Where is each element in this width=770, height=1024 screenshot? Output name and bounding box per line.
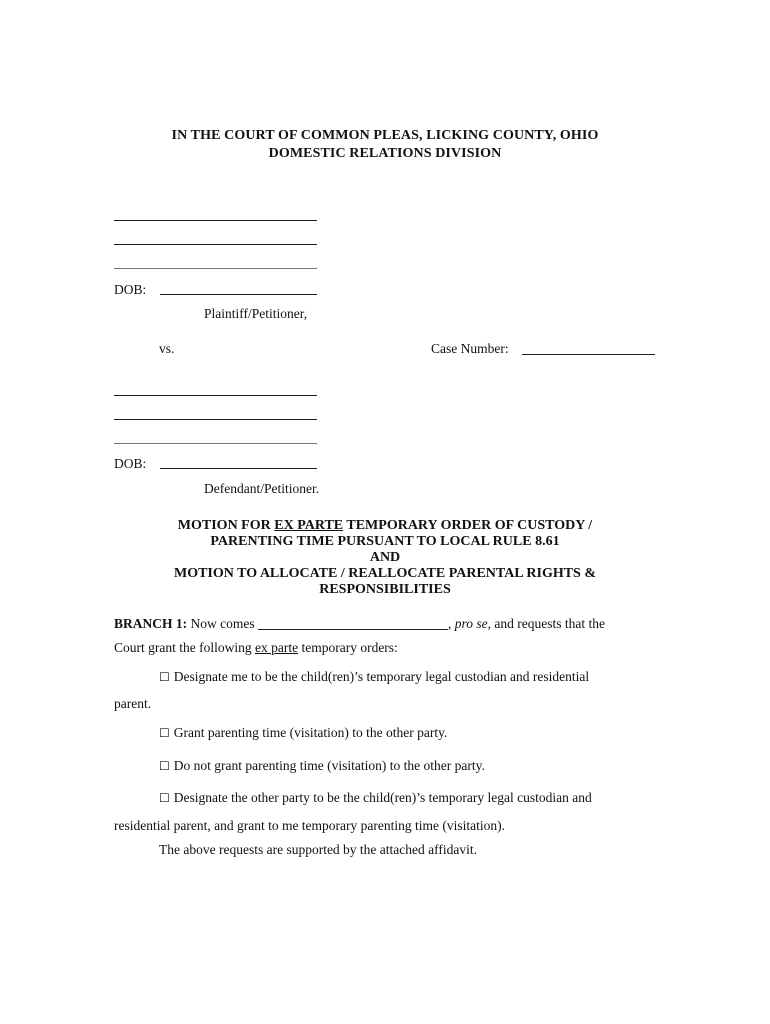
defendant-name-line-3[interactable] [114,443,317,444]
division-heading: DOMESTIC RELATIONS DIVISION [268,146,502,161]
branch1-line-2 [114,640,398,656]
motion-title-line-3: AND [369,550,401,565]
defendant-dob-field[interactable] [160,468,317,469]
option-custodian-other-party [159,790,592,806]
movant-name-field[interactable] [258,617,448,630]
defendant-name-line-1[interactable] [114,395,317,396]
branch1-now-comes: Now comes [190,616,255,631]
option-custodian-me [159,669,589,685]
branch1-requests: , and requests that the [487,616,605,631]
case-number-field[interactable] [522,354,655,355]
defendant-name-line-2[interactable] [114,419,317,420]
option-custodian-other-party-text: Designate the other party to be the child(ren)’s temporary legal custodian and [173,790,592,805]
plaintiff-label: Plaintiff/Petitioner, [204,306,308,321]
plaintiff-name-line-2[interactable] [114,244,317,245]
plaintiff-dob-field[interactable] [160,294,317,295]
motion-title-line-2: PARENTING TIME PURSUANT TO LOCAL RULE 8.61 [210,534,560,549]
motion-title-line-1 [0,518,770,534]
branch1-line-1: BRANCH 1: Now comes , pro se, and requests that the [114,616,605,631]
branch1-line2-suffix: temporary orders: [298,640,398,655]
branch1-pro-se: pro se [454,616,488,631]
option-grant-parenting-time [159,725,447,741]
option-deny-parenting-time [159,758,485,774]
option-custodian-other-party-continued: residential parent, and grant to me temporary parenting time (visitation). [114,818,505,833]
vs-label: vs. [159,341,175,356]
supported-by-affidavit: The above requests are supported by the attached affidavit. [159,842,478,857]
motion-title-line-5: RESPONSIBILITIES [319,582,451,597]
option-deny-parenting-time-text: Do not grant parenting time (visitation) to the other party. [173,758,485,773]
motion-title-prefix: MOTION FOR [177,518,275,533]
branch1-line2-prefix: Court grant the following [114,640,255,655]
option-grant-parenting-time-text: Grant parenting time (visitation) to the other party. [173,725,448,740]
branch1-label: BRANCH 1: [114,616,188,631]
branch1-ex-parte: ex parte [254,640,299,655]
checkbox-deny-parenting-time[interactable]: ☐ [159,759,170,773]
motion-title-suffix: TEMPORARY ORDER OF CUSTODY / [343,518,593,533]
plaintiff-name-line-3[interactable] [114,268,317,269]
motion-title-line-4: MOTION TO ALLOCATE / REALLOCATE PARENTAL RIGHTS & [173,566,597,581]
plaintiff-dob-label: DOB: [114,282,147,297]
checkbox-custodian-other-party[interactable]: ☐ [159,791,170,805]
court-heading: IN THE COURT OF COMMON PLEAS, LICKING COUNTY, OHIO [171,128,599,143]
case-number-label: Case Number: [431,341,509,356]
checkbox-custodian-me[interactable]: ☐ [159,670,170,684]
option-custodian-me-continued: parent. [114,696,152,711]
option-custodian-me-text: Designate me to be the child(ren)’s temporary legal custodian and residential [173,669,590,684]
defendant-dob-label: DOB: [114,456,147,471]
plaintiff-name-line-1[interactable] [114,220,317,221]
motion-title-ex-parte: EX PARTE [274,518,344,533]
defendant-label: Defendant/Petitioner. [204,481,320,496]
checkbox-grant-parenting-time[interactable]: ☐ [159,726,170,740]
